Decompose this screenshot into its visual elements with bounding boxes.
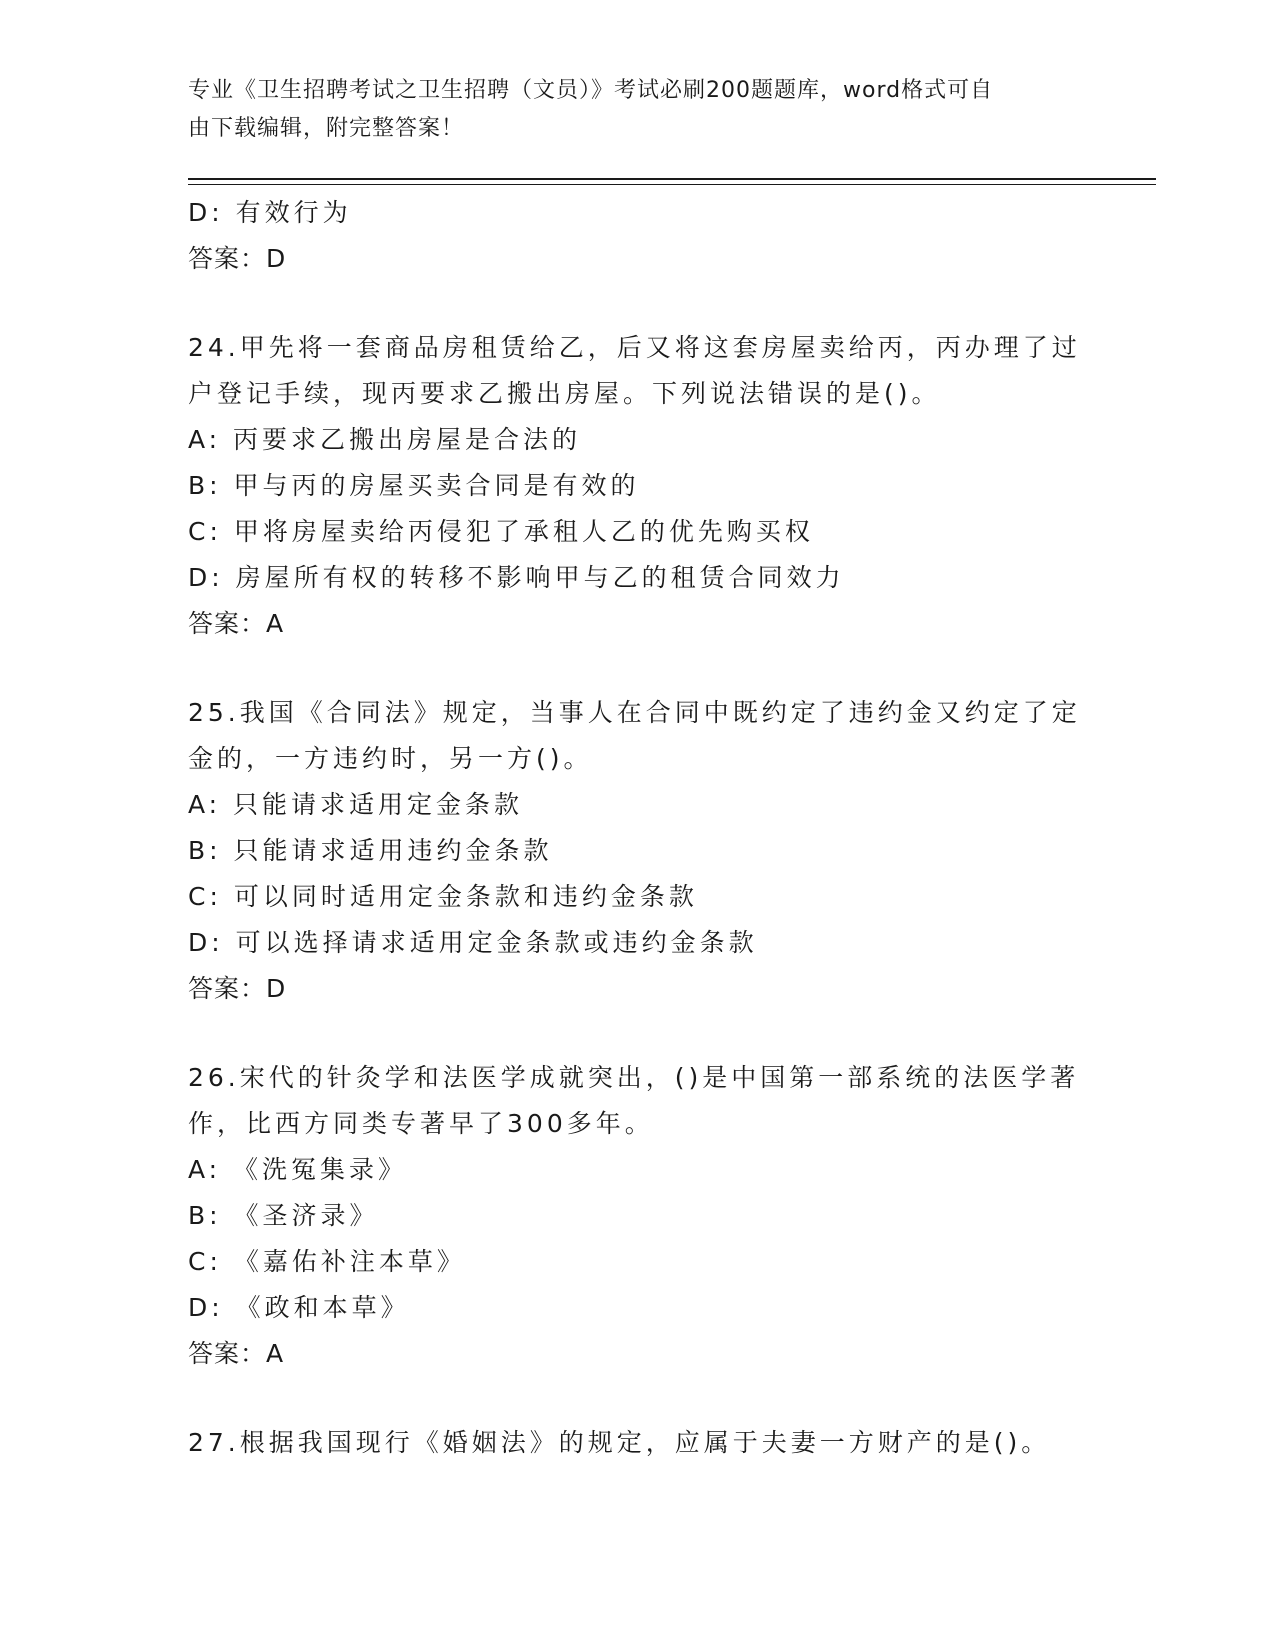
question-25 [188,690,1088,1012]
option-c: C: 《嘉佑补注本草》 [188,1247,466,1276]
header-line-1: 专业《卫生招聘考试之卫生招聘（文员）》考试必刷200题题库，word格式可自 [188,78,994,103]
question-stem-line-1: 26.宋代的针灸学和法医学成就突出，()是中国第一部系统的法医学著 [188,1063,1080,1092]
question-stem-line-1: 24.甲先将一套商品房租赁给乙，后又将这套房屋卖给丙，丙办理了过 [188,333,1081,362]
option-d: D: 房屋所有权的转移不影响甲与乙的租赁合同效力 [188,563,845,592]
question-23-tail [188,190,1088,282]
question-24 [188,325,1088,647]
question-stem-line-2: 户登记手续，现丙要求乙搬出房屋。下列说法错误的是()。 [188,379,941,408]
option-d: D: 有效行为 [188,198,352,227]
option-c: C: 可以同时适用定金条款和违约金条款 [188,882,698,911]
question-27 [188,1420,1088,1466]
question-stem-line-2: 金的，一方违约时，另一方()。 [188,744,593,773]
question-stem-line-1: 27.根据我国现行《婚姻法》的规定，应属于夫妻一方财产的是()。 [188,1428,1051,1457]
answer-label: 答案：A [188,1339,285,1368]
option-a: A: 丙要求乙搬出房屋是合法的 [188,425,582,454]
option-b: B: 甲与丙的房屋买卖合同是有效的 [188,471,640,500]
answer-label: 答案：A [188,609,285,638]
option-b: B: 《圣济录》 [188,1201,379,1230]
option-c: C: 甲将房屋卖给丙侵犯了承租人乙的优先购买权 [188,517,814,546]
answer-label: 答案：D [188,244,287,273]
answer-label: 答案：D [188,974,287,1003]
question-list [188,190,1088,1466]
header-divider-thin [188,184,1156,185]
question-stem-line-2: 作，比西方同类专著早了300多年。 [188,1109,654,1138]
question-26 [188,1055,1088,1377]
option-d: D: 《政和本草》 [188,1293,410,1322]
option-a: A: 只能请求适用定金条款 [188,790,524,819]
header-line-2: 由下载编辑，附完整答案！ [188,116,465,141]
header-divider-thick [188,178,1156,180]
option-b: B: 只能请求适用违约金条款 [188,836,553,865]
document-header [188,72,1088,148]
question-stem-line-1: 25.我国《合同法》规定，当事人在合同中既约定了违约金又约定了定 [188,698,1081,727]
option-a: A: 《洗冤集录》 [188,1155,408,1184]
option-d: D: 可以选择请求适用定金条款或违约金条款 [188,928,758,957]
